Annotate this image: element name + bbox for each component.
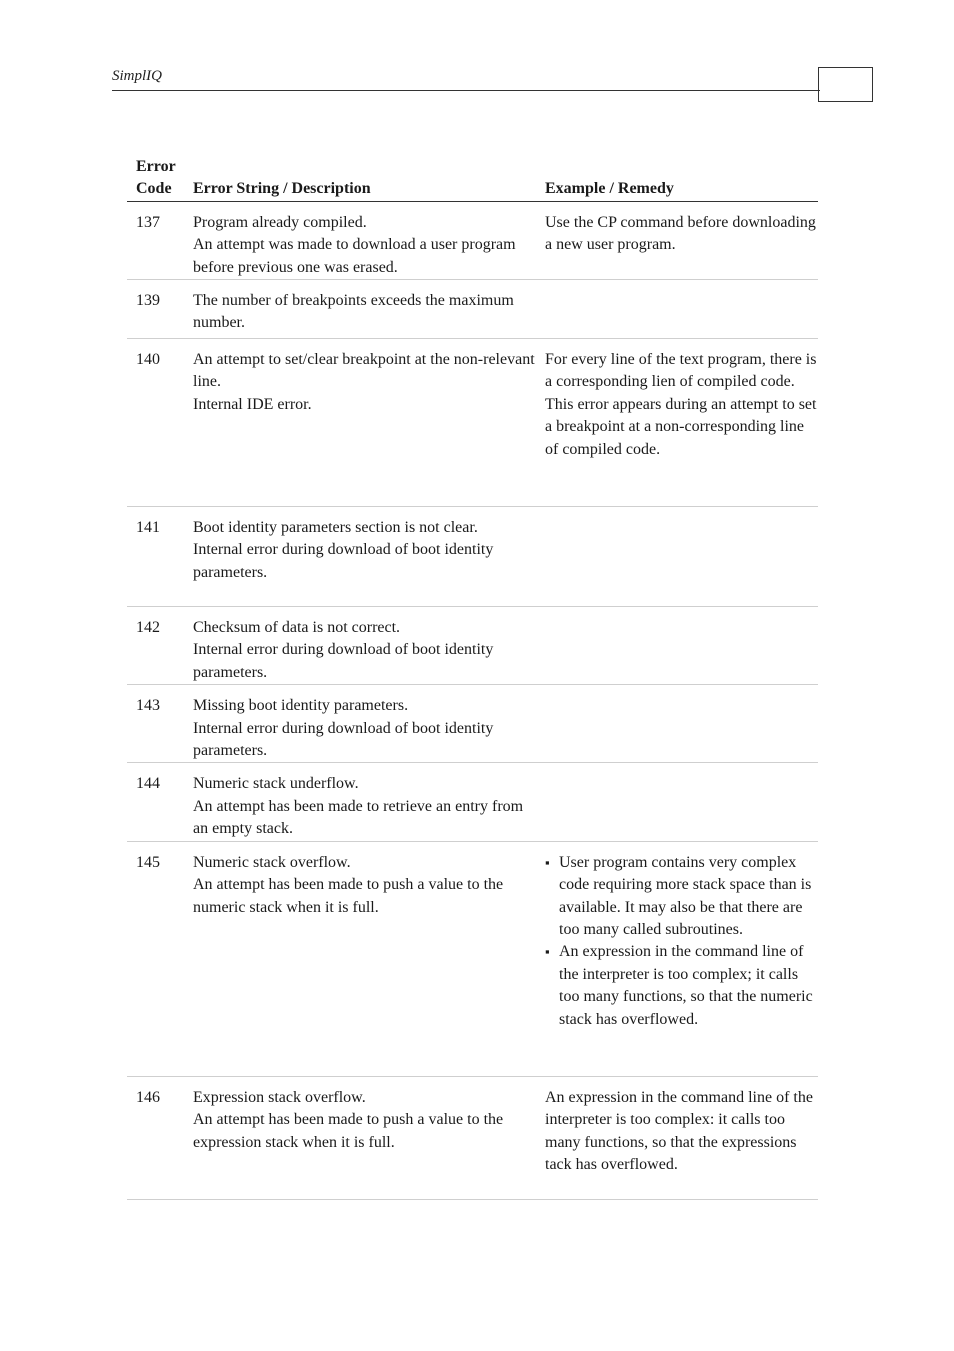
table-row [127,607,818,685]
remedy-text: An expression in the command line of the interpreter is too complex: it calls too many functions, so that the expressions tack has overflowed. [545,1088,813,1173]
table-row [127,685,818,763]
column-header-code [127,156,193,201]
remedy-cell [545,763,818,841]
running-header-title: SimplIQ [112,68,162,84]
table-row [127,201,818,279]
table-row [127,1076,818,1199]
error-code-cell: 145 [127,841,193,1076]
column-header-code-line: Error [136,158,176,175]
error-code-cell: 137 [127,201,193,279]
remedy-cell [545,339,818,507]
table-row [127,339,818,507]
remedy-cell [545,841,818,1076]
description-cell [193,201,545,279]
error-code-cell: 143 [127,685,193,763]
remedy-text: Use the CP command before downloading a new user program. [545,213,816,254]
error-code-cell: 139 [127,280,193,339]
header-rule [112,90,820,91]
remedy-cell [545,280,818,339]
remedy-bullet-item: ▪ User program contains very complex code requiring more stack space than is available. It may also be that there are too many called subroutines. [545,852,818,942]
description-cell [193,841,545,1076]
description-text: An attempt has been made to push a value to the expression stack when it is full. [193,1111,504,1151]
description-text: Missing boot identity parameters. [193,697,409,715]
description-text: An attempt to set/clear breakpoint at the non-relevant line. [193,351,535,391]
table-header-row [127,156,818,201]
description-text: Numeric stack underflow. [193,775,359,793]
error-code-cell: 144 [127,763,193,841]
remedy-text: For every line of the text program, there is a corresponding lien of compiled code. This error appears during an attempt to set a breakpoint at a non-corresponding line of compiled code. [545,351,817,458]
remedy-bullet-list [545,852,818,1031]
error-code-cell: 146 [127,1076,193,1199]
description-cell [193,339,545,507]
description-text: Internal IDE error. [193,395,312,413]
description-cell [193,507,545,607]
page-number-box [818,67,873,102]
remedy-cell [545,1076,818,1199]
description-text: An attempt was made to download a user program before previous one was erased. [193,236,516,276]
description-text: Internal error during download of boot identity parameters. [193,719,494,760]
description-text: An attempt has been made to retrieve an entry from an empty stack. [193,797,524,838]
description-text: The number of breakpoints exceeds the maximum number. [193,292,514,332]
remedy-bullet-item: ▪ An expression in the command line of the interpreter is too complex; it calls too many functions, so that the numeric stack has overflowed. [545,941,818,1031]
error-code-cell: 141 [127,507,193,607]
description-cell [193,763,545,841]
description-text: Boot identity parameters section is not clear. [193,519,478,537]
remedy-cell [545,685,818,763]
table-row [127,841,818,1076]
error-code-cell: 140 [127,339,193,507]
description-text: Expression stack overflow. [193,1088,366,1106]
description-text: Internal error during download of boot identity parameters. [193,641,494,681]
column-header-code-line: Code [136,180,172,198]
column-header-description: Error String / Description [193,156,545,201]
description-text: Internal error during download of boot identity parameters. [193,541,494,581]
remedy-cell [545,201,818,279]
error-code-table [127,156,818,1200]
description-cell [193,1076,545,1199]
table-row [127,280,818,339]
column-header-remedy: Example / Remedy [545,156,818,201]
table-row [127,507,818,607]
description-text: Checksum of data is not correct. [193,619,401,637]
remedy-cell [545,607,818,685]
table-row [127,763,818,841]
remedy-cell [545,507,818,607]
description-text: Program already compiled. [193,213,367,231]
description-text: An attempt has been made to push a value to the numeric stack when it is full. [193,876,504,916]
description-cell [193,280,545,339]
description-cell [193,685,545,763]
description-text: Numeric stack overflow. [193,853,351,871]
description-cell [193,607,545,685]
error-code-cell: 142 [127,607,193,685]
